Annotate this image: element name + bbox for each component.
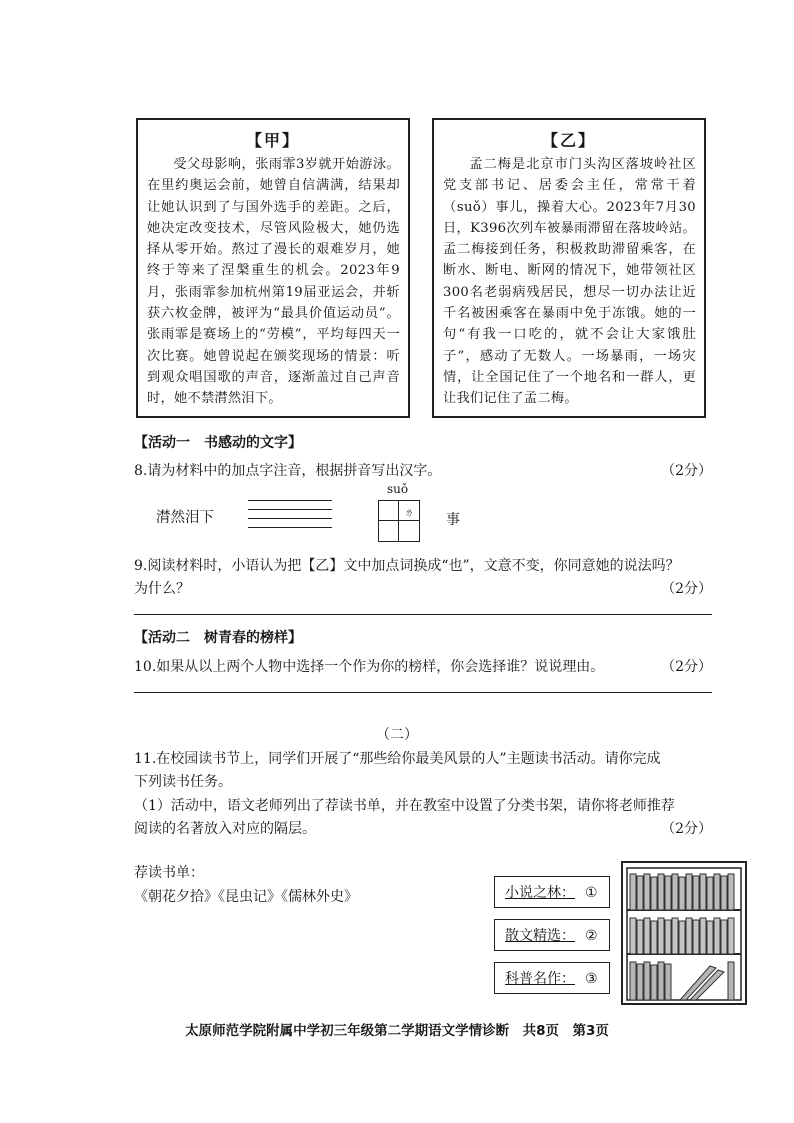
page-footer: 太原师范学院附属中学初三年级第二学期语文学情诊断 共8页 第3页 bbox=[185, 1023, 609, 1039]
q8-grid-ink: ㄌ bbox=[404, 508, 414, 519]
passage-b-body: 孟二梅是北京市门头沟区落坡岭社区党支部书记、居委会主任，常常干着（suǒ）事儿，操着大心。2023年7月30日，K396次列车被暴雨滞留在落坡岭站。孟二梅接到任务，积极救助滞留乘客，在断水、断电、断网的情况下，她带领社区300名老弱病残居民，想尽一切办法让近千名被困乘客在暴雨中免于冻饿。她的一句“有我一口吃的，就不会让大家饿肚子”，感动了无数人。一场暴雨，一场灾情，让全国记住了一个地名和一群人，更让我们记住了孟二梅。 bbox=[443, 157, 696, 407]
activity1-heading: 【活动一 书感动的文字】 bbox=[134, 435, 302, 451]
question-8-score: （2分） bbox=[661, 463, 712, 479]
shelf-label-num: ① bbox=[585, 885, 598, 901]
q8-pinyin: suǒ bbox=[387, 482, 409, 496]
passage-a-box bbox=[136, 118, 410, 418]
question-9-line1: 9.阅读材料时，小语认为把【乙】文中加点词换成“也”，文意不变，你同意她的说法吗？ bbox=[134, 558, 680, 574]
question-11-1-line1: （1）活动中，语文老师列出了荐读书单，并在教室中设置了分类书架，请你将老师推荐 bbox=[134, 798, 675, 814]
activity2-heading: 【活动二 树青春的榜样】 bbox=[134, 630, 302, 646]
shelf-label-name: 小说之林： bbox=[505, 885, 575, 901]
reading-list-title: 荐读书单： bbox=[134, 865, 204, 881]
shelf-books-top bbox=[630, 874, 734, 910]
question-9-line2: 为什么？ bbox=[134, 581, 190, 597]
q8-character-grid[interactable] bbox=[378, 500, 420, 542]
passage-b-title: 【乙】 bbox=[541, 131, 596, 150]
question-8: 8.请为材料中的加点字注音，根据拼音写出汉字。 bbox=[134, 463, 442, 479]
question-11-line1: 11.在校园读书节上，同学们开展了“那些给你最美风景的人”主题读书活动。请你完成 bbox=[134, 751, 661, 767]
shelf-label-science[interactable] bbox=[494, 962, 610, 994]
shelf-label-name: 散文精选： bbox=[505, 928, 575, 944]
shelf-label-essays[interactable] bbox=[494, 919, 610, 951]
passage-a-title: 【甲】 bbox=[245, 131, 300, 150]
shelf-label-name: 科普名作： bbox=[505, 971, 575, 987]
q8-answer-lines[interactable] bbox=[248, 500, 332, 536]
question-11-line2: 下列读书任务。 bbox=[134, 774, 232, 790]
question-9-score: （2分） bbox=[661, 581, 712, 597]
passage-b-box bbox=[432, 118, 706, 418]
shelf-label-novels[interactable] bbox=[494, 876, 610, 908]
passage-a-body: 受父母影响，张雨霏3岁就开始游泳。在里约奥运会前，她曾自信满满，结果却让她认识到了与国外选手的差距。之后，她决定改变技术，尽管风险极大，她仍选择从零开始。熬过了漫长的艰难岁月，她终于等来了涅槃重生的机会。2023年9月，张雨霏参加杭州第19届亚运会，并斩获六枚金牌，被评为“最具价值运动员”。张雨霏是赛场上的“劳模”，平均每四天一次比赛。她曾说起在颁奖现场的情景：听到观众唱国歌的声音，逐渐盖过自己声音时，她不禁潸然泪下。 bbox=[147, 157, 400, 407]
reading-list-books: 《朝花夕拾》《昆虫记》《儒林外史》 bbox=[134, 889, 358, 905]
shelf-books-middle bbox=[630, 918, 734, 954]
question-10-score: （2分） bbox=[661, 659, 712, 675]
bookshelf-illustration bbox=[620, 860, 748, 1006]
passage-b-text bbox=[434, 151, 704, 410]
q8-suffix: 事 bbox=[446, 512, 460, 528]
shelf-label-num: ③ bbox=[585, 971, 598, 987]
question-11-1-line2: 阅读的名著放入对应的隔层。 bbox=[134, 821, 316, 837]
q10-answer-line[interactable] bbox=[134, 692, 712, 693]
q9-answer-line[interactable] bbox=[134, 614, 712, 615]
q8-word: 潸然泪下 bbox=[156, 510, 214, 526]
passage-a-text bbox=[138, 151, 408, 410]
shelf-label-num: ② bbox=[585, 928, 598, 944]
question-10: 10.如果从以上两个人物中选择一个作为你的榜样，你会选择谁？说说理由。 bbox=[134, 659, 605, 675]
question-11-1-score: （2分） bbox=[661, 821, 712, 837]
section-2-number: （二） bbox=[376, 727, 418, 743]
